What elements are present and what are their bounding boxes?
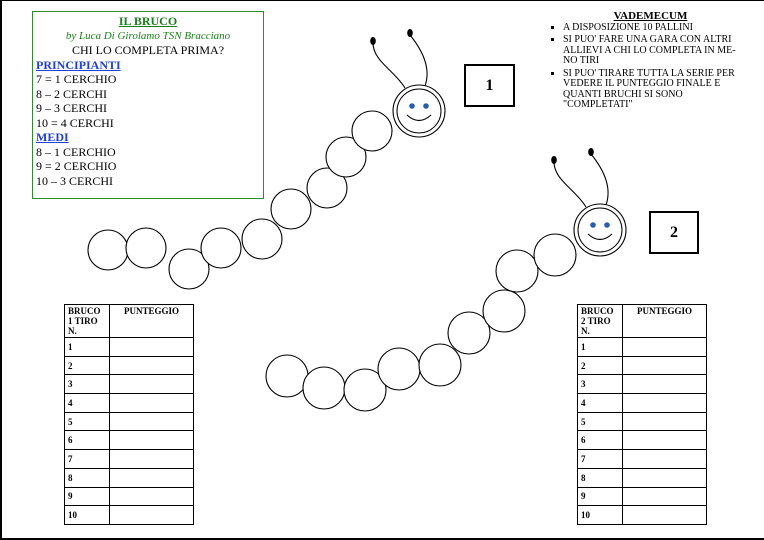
body-segment-circle	[303, 367, 345, 409]
antenna-tip-left	[370, 37, 376, 45]
score-cell[interactable]	[623, 450, 707, 469]
table-row	[65, 468, 194, 487]
eye-left	[590, 222, 596, 228]
rule-item: 8 – 2 CERCHI	[36, 86, 108, 101]
score-cell[interactable]	[110, 375, 194, 394]
caterpillar-2-number-box	[649, 211, 699, 254]
vademecum-panel	[533, 11, 748, 113]
score-cell[interactable]	[623, 375, 707, 394]
score-cell[interactable]	[110, 412, 194, 431]
section-medi-title: MEDI	[36, 130, 69, 144]
table-header-row	[65, 305, 194, 338]
table-header-row	[578, 305, 707, 338]
table-row	[578, 356, 707, 375]
table-row	[65, 394, 194, 413]
vademecum-item: ▪ SI PUO' TIRARE TUTTA LA SERIE PER VEDERE IL PUNTEGGIO FINALE E QUANTI BRUCHI SI SONO "COMPLETATI"	[563, 69, 748, 111]
score-cell[interactable]	[623, 468, 707, 487]
body-segment-circle	[242, 219, 282, 259]
shot-number: 5	[65, 412, 110, 431]
antenna-tip-left	[551, 156, 557, 164]
rule-item: 9 – 3 CERCHI	[36, 101, 108, 115]
table-row	[578, 487, 707, 506]
score-cell[interactable]	[110, 356, 194, 375]
caterpillar-1-number-box	[464, 64, 515, 107]
shot-number: 10	[578, 506, 623, 525]
score-cell[interactable]	[623, 394, 707, 413]
score-cell[interactable]	[110, 506, 194, 525]
vademecum-item: ▪ A DISPOSIZIONE 10 PALLINI	[563, 23, 748, 34]
body-segment-circle	[496, 250, 538, 292]
shot-number: 10	[65, 506, 110, 525]
shot-number: 3	[578, 375, 623, 394]
table-row	[578, 450, 707, 469]
table-row	[578, 412, 707, 431]
body-segment-circle	[201, 228, 241, 268]
vademecum-title: VADEMECUM	[613, 10, 688, 22]
table-row	[578, 394, 707, 413]
info-box	[32, 11, 264, 199]
rule-item: 7 = 1 CERCHIO	[36, 72, 117, 86]
vademecum-item: ▪ SI PUO' FARE UNA GARA CON ALTRI ALLIEVI A CHI LO COMPLETA IN ME-NO TIRI	[563, 35, 748, 67]
table-row	[65, 412, 194, 431]
head-outer-circle	[393, 85, 445, 137]
rule-item: 10 – 3 CERCHI	[36, 173, 114, 188]
shot-number: 8	[65, 468, 110, 487]
caterpillar-1-number: 1	[485, 76, 494, 94]
score-table-1	[64, 304, 194, 525]
shot-number: 7	[578, 450, 623, 469]
rule-item: 9 = 2 CERCHIO	[36, 159, 117, 173]
score-cell[interactable]	[623, 431, 707, 450]
antenna-left	[373, 43, 405, 88]
table-header-shot: BRUCO 2 TIRO N.	[578, 305, 623, 338]
body-segment-circle	[378, 348, 420, 390]
eye-right	[604, 222, 610, 228]
antenna-tip-right	[588, 148, 594, 156]
shot-number: 4	[65, 394, 110, 413]
shot-number: 2	[65, 356, 110, 375]
shot-number: 8	[578, 468, 623, 487]
score-cell[interactable]	[110, 468, 194, 487]
table-row	[578, 468, 707, 487]
eye-left	[409, 103, 415, 109]
info-subtitle: CHI LO COMPLETA PRIMA?	[71, 43, 225, 57]
score-cell[interactable]	[623, 412, 707, 431]
info-author: by Luca Di Girolamo TSN Bracciano	[65, 29, 231, 42]
head-outer-circle	[574, 204, 626, 256]
table-row	[65, 450, 194, 469]
shot-number: 1	[65, 338, 110, 357]
antenna-right	[410, 35, 427, 86]
table-row	[65, 431, 194, 450]
score-cell[interactable]	[623, 506, 707, 525]
shot-number: 9	[65, 487, 110, 506]
vademecum-list	[533, 23, 748, 111]
body-segment-circle	[126, 228, 166, 268]
eye-right	[423, 103, 429, 109]
shot-number: 4	[578, 394, 623, 413]
table-row	[578, 506, 707, 525]
shot-number: 1	[578, 338, 623, 357]
shot-number: 9	[578, 487, 623, 506]
score-table-2	[577, 304, 707, 525]
score-cell[interactable]	[110, 487, 194, 506]
body-segment-circle	[483, 290, 525, 332]
table-row	[578, 338, 707, 357]
score-cell[interactable]	[110, 338, 194, 357]
caterpillar-2-number: 2	[670, 223, 678, 241]
shot-number: 6	[578, 431, 623, 450]
body-segment-circle	[448, 312, 490, 354]
score-cell[interactable]	[623, 487, 707, 506]
body-segment-circle	[352, 111, 392, 151]
table-row	[65, 487, 194, 506]
shot-number: 5	[578, 412, 623, 431]
body-segment-circle	[534, 234, 576, 276]
shot-number: 2	[578, 356, 623, 375]
score-cell[interactable]	[110, 394, 194, 413]
table-row	[65, 356, 194, 375]
score-cell[interactable]	[110, 450, 194, 469]
body-segment-circle	[419, 344, 461, 386]
table-row	[65, 506, 194, 525]
table-row	[578, 431, 707, 450]
score-cell[interactable]	[110, 431, 194, 450]
body-segment-circle	[88, 230, 128, 270]
antenna-left	[554, 162, 586, 207]
body-segment-circle	[271, 189, 311, 229]
score-cell[interactable]	[623, 356, 707, 375]
shot-number: 6	[65, 431, 110, 450]
antenna-right	[591, 154, 608, 205]
info-title: IL BRUCO	[118, 14, 178, 28]
rule-item: 10 = 4 CERCHI	[36, 115, 114, 130]
shot-number: 7	[65, 450, 110, 469]
antenna-tip-right	[407, 29, 413, 37]
table-header-score: PUNTEGGIO	[623, 305, 707, 338]
table-row	[65, 338, 194, 357]
table-row	[65, 375, 194, 394]
table-header-score: PUNTEGGIO	[110, 305, 194, 338]
score-cell[interactable]	[623, 338, 707, 357]
body-segment-circle	[266, 355, 308, 397]
table-header-shot: BRUCO 1 TIRO N.	[65, 305, 110, 338]
rule-item: 8 – 1 CERCHIO	[36, 144, 116, 159]
section-principianti-title: PRINCIPIANTI	[36, 57, 121, 72]
shot-number: 3	[65, 375, 110, 394]
table-row	[578, 375, 707, 394]
